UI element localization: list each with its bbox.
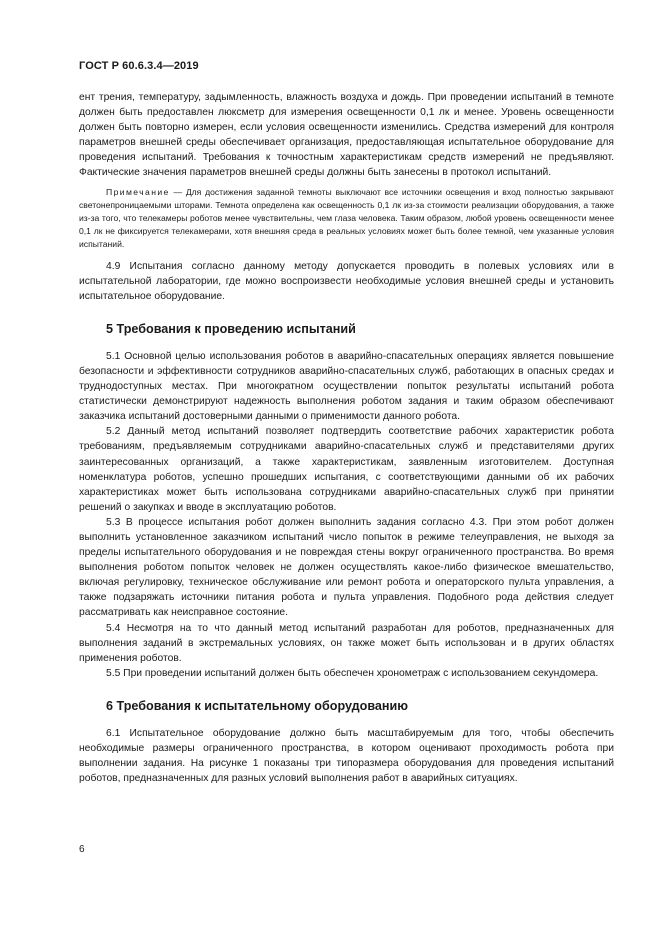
paragraph-intro: ент трения, температуру, задымленность, влажность воздуха и дождь. При проведении испытаний в темноте должен быть предоставлен люксметр для измерения освещенности 0,1 лк и менее. Уровень освещенности должен быть повторно измерен, если условия освещенности изменились. Средства измерений для контроля параметров внешней среды обеспечивает организация, предоставляющая испытательное оборудование для проведения испытаний. Требования к точностным характеристикам средств измерений не предъявляют. Фактические значения параметров внешней среды должны быть занесены в протокол испытаний. bbox=[79, 92, 614, 179]
document-body bbox=[79, 90, 614, 786]
document-header: ГОСТ Р 60.6.3.4—2019 bbox=[79, 60, 199, 72]
paragraph-5-3: 5.3 В процессе испытания робот должен выполнить задания согласно 4.3. При этом робот должен выполнить установленное заказчиком испытаний число попыток в режиме телеуправления, не выходя за пределы испытательного оборудования и не повреждая стены вокруг ограниченного пространства. Во время выполнения роботом попыток человек не должен осуществлять какое-либо физическое вмешательство, включая регулировку, техническое обслуживание или ремонт робота и операторского пульта управления, а также подзаряжать источники питания робота и пульта управления. Подобного рода действия следует рассматривать как неисправное состояние. bbox=[79, 516, 614, 619]
paragraph-5-1: 5.1 Основной целью использования роботов в аварийно-спасательных операциях является повышение безопасности и эффективности сотрудников аварийно-спасательных служб, работающих в опасных средах и труднодоступных местах. При многократном осуществлении попыток результаты испытаний робота статистически демонстрируют надежность выполнения роботом задания и таким образом обеспечивают заказчика испытаний достоверными данными о применимости данного робота. bbox=[79, 350, 614, 423]
page-number: 6 bbox=[79, 844, 85, 855]
section-6-title: 6 Требования к испытательному оборудованию bbox=[106, 698, 409, 713]
paragraph-6-1: 6.1 Испытательное оборудование должно быть масштабируемым для того, чтобы обеспечить необходимые размеры ограниченного пространства, в котором оценивают проходимость робота при выполнении задания. На рисунке 1 показаны три типоразмера оборудования для проведения испытаний роботов, предназначенных для разных условий выполнения работ в аварийных ситуациях. bbox=[79, 727, 614, 785]
note-text: — Для достижения заданной темноты выключают все источники освещения и вход полностью закрывают светонепроницаемыми шторами. Темнота определена как освещенность 0,1 лк из-за стоимости реализации оборудования, а также из-за того, что телекамеры роботов менее чувствительны, чем глаза человека. Таким образом, любой уровень освещенности менее 0,1 лк не фиксируется телекамерами, хотя внешняя среда в реальных условиях может быть более темной, чем указанные условия испытаний. bbox=[79, 186, 614, 250]
note-label: Примечание bbox=[106, 186, 170, 197]
paragraph-5-2: 5.2 Данный метод испытаний позволяет подтвердить соответствие рабочих характеристик робота требованиям, предъявляемым сотрудниками аварийно-спасательных служб и представителями других заинтересованных организаций, а также характеристикам, заявленным изготовителем. Доступная номенклатура роботов, успешно прошедших испытания, с соответствующими данными об их рабочих характеристиках может быть использована сотрудниками аварийно-спасательных служб при принятии решений о закупках и вводе в эксплуатацию роботов. bbox=[79, 426, 614, 513]
paragraph-5-4: 5.4 Несмотря на то что данный метод испытаний разработан для роботов, предназначенных для выполнения заданий в экстремальных условиях, он также может быть использован и в других областях применения роботов. bbox=[79, 622, 614, 664]
paragraph-4-9: 4.9 Испытания согласно данному методу допускается проводить в полевых условиях или в испытательной лаборатории, где можно воспроизвести необходимые условия внешней среды и установить испытательное оборудование. bbox=[79, 260, 614, 302]
paragraph-5-5: 5.5 При проведении испытаний должен быть обеспечен хронометраж с использованием секундомера. bbox=[106, 667, 599, 679]
section-5-title: 5 Требования к проведению испытаний bbox=[106, 321, 356, 336]
note-paragraph bbox=[79, 186, 614, 252]
